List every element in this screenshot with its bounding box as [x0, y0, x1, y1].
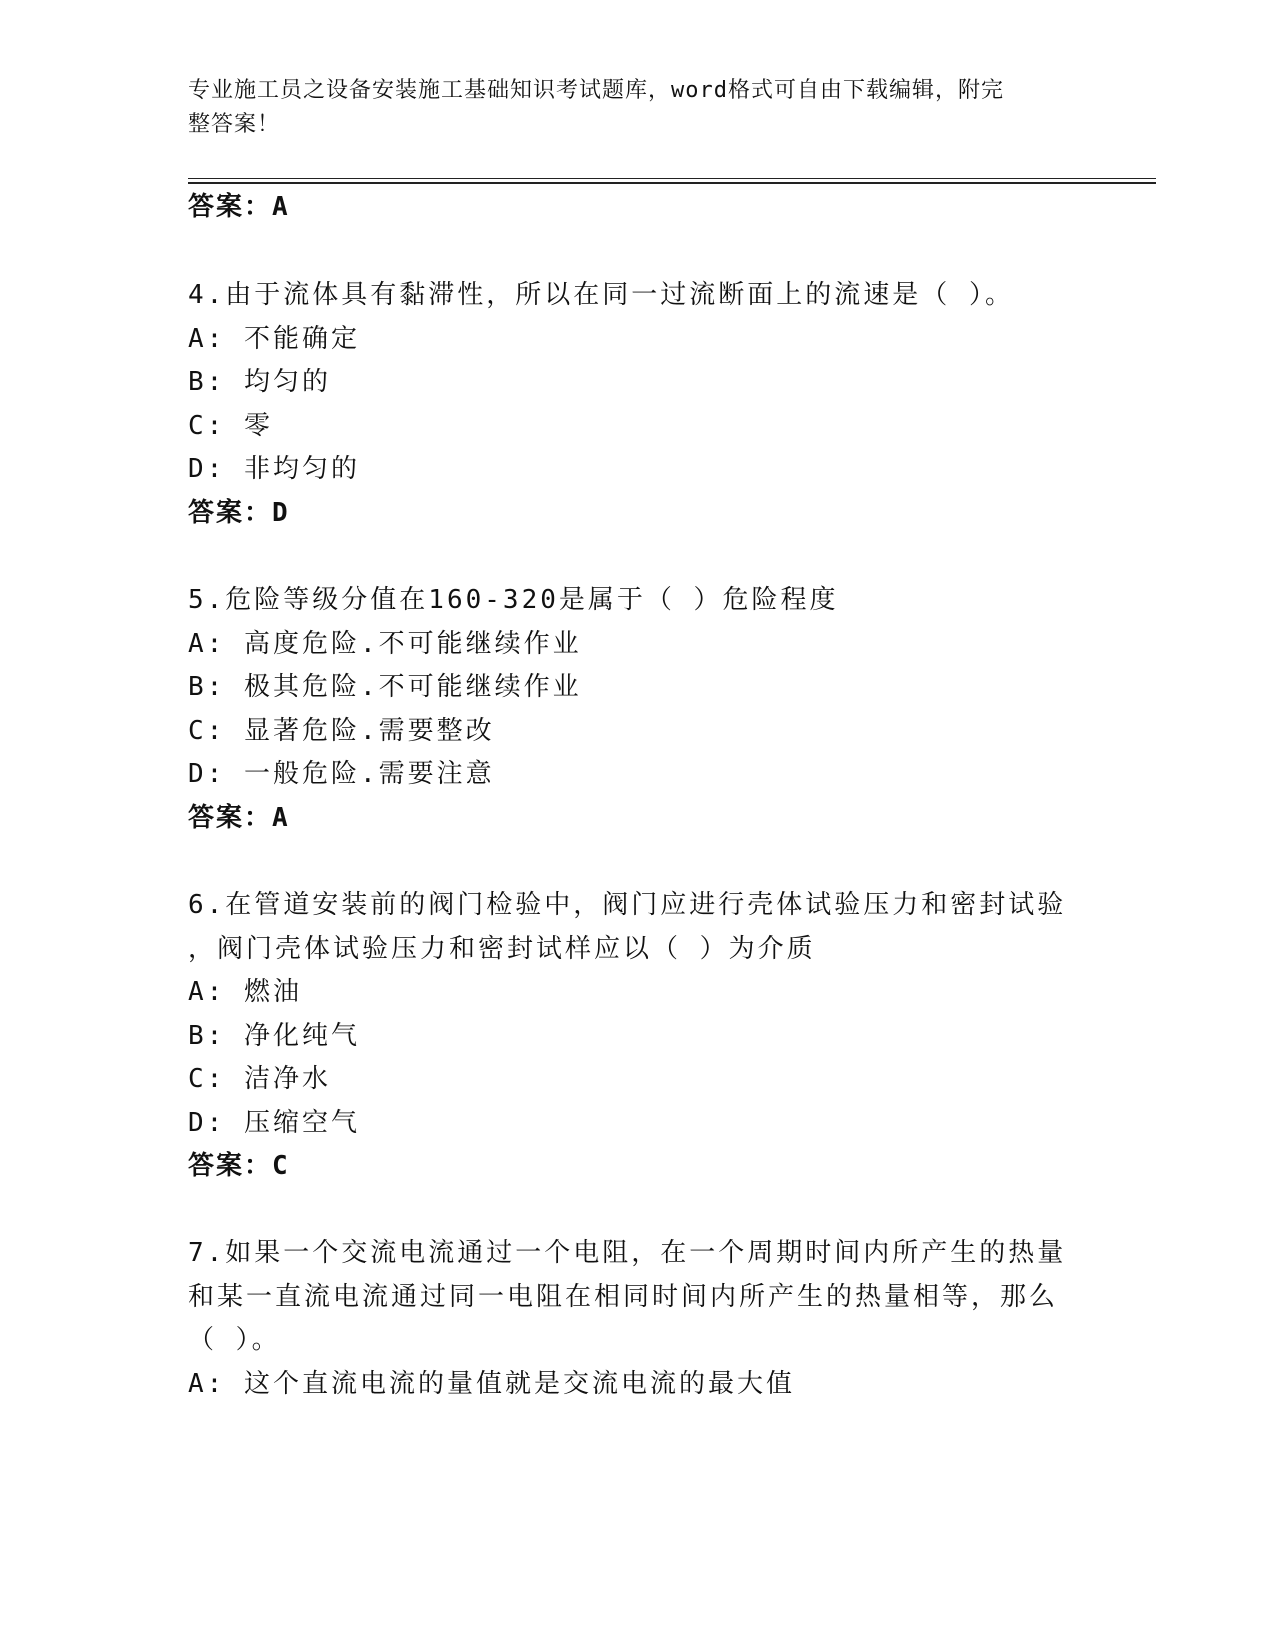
question-4-option-c: C: 零	[188, 411, 273, 441]
question-5-option-a: A: 高度危险.不可能继续作业	[188, 629, 582, 659]
document-header	[188, 74, 1068, 142]
question-7-stem-line-3: （ ）。	[188, 1325, 281, 1355]
header-line-2: 整答案！	[188, 112, 281, 137]
question-5-option-c: C: 显著危险.需要整改	[188, 716, 495, 746]
question-4-option-a: A: 不能确定	[188, 324, 360, 354]
question-6-option-a: A: 燃油	[188, 977, 302, 1007]
question-6-option-c: C: 洁净水	[188, 1064, 331, 1094]
header-divider-thick	[188, 182, 1156, 184]
question-7-stem-line-1: 7.如果一个交流电流通过一个电阻，在一个周期时间内所产生的热量	[188, 1238, 1067, 1268]
header-divider	[188, 178, 1156, 179]
question-6-option-b: B: 净化纯气	[188, 1021, 360, 1051]
question-4-option-d: D: 非均匀的	[188, 454, 360, 484]
question-6-option-d: D: 压缩空气	[188, 1108, 360, 1138]
question-4-option-b: B: 均匀的	[188, 367, 331, 397]
question-7-option-a: A: 这个直流电流的量值就是交流电流的最大值	[188, 1369, 795, 1399]
question-6-stem-line-2: ，阀门壳体试验压力和密封试样应以（ ）为介质	[188, 934, 816, 964]
answer-previous: 答案：A	[188, 192, 290, 222]
question-5-option-b: B: 极其危险.不可能继续作业	[188, 672, 582, 702]
question-5-answer: 答案：A	[188, 803, 290, 833]
question-5-option-d: D: 一般危险.需要注意	[188, 759, 495, 789]
question-4-answer: 答案：D	[188, 498, 290, 528]
question-7-stem-line-2: 和某一直流电流通过同一电阻在相同时间内所产生的热量相等，那么	[188, 1282, 1059, 1312]
question-4-stem: 4.由于流体具有黏滞性，所以在同一过流断面上的流速是（ ）。	[188, 280, 1014, 310]
question-6-stem-line-1: 6.在管道安装前的阀门检验中，阀门应进行壳体试验压力和密封试验	[188, 890, 1067, 920]
header-line-1: 专业施工员之设备安装施工基础知识考试题库，word格式可自由下载编辑，附完	[188, 78, 1004, 103]
question-6-answer: 答案：C	[188, 1151, 290, 1181]
question-5-stem: 5.危险等级分值在160-320是属于（ ）危险程度	[188, 585, 839, 615]
